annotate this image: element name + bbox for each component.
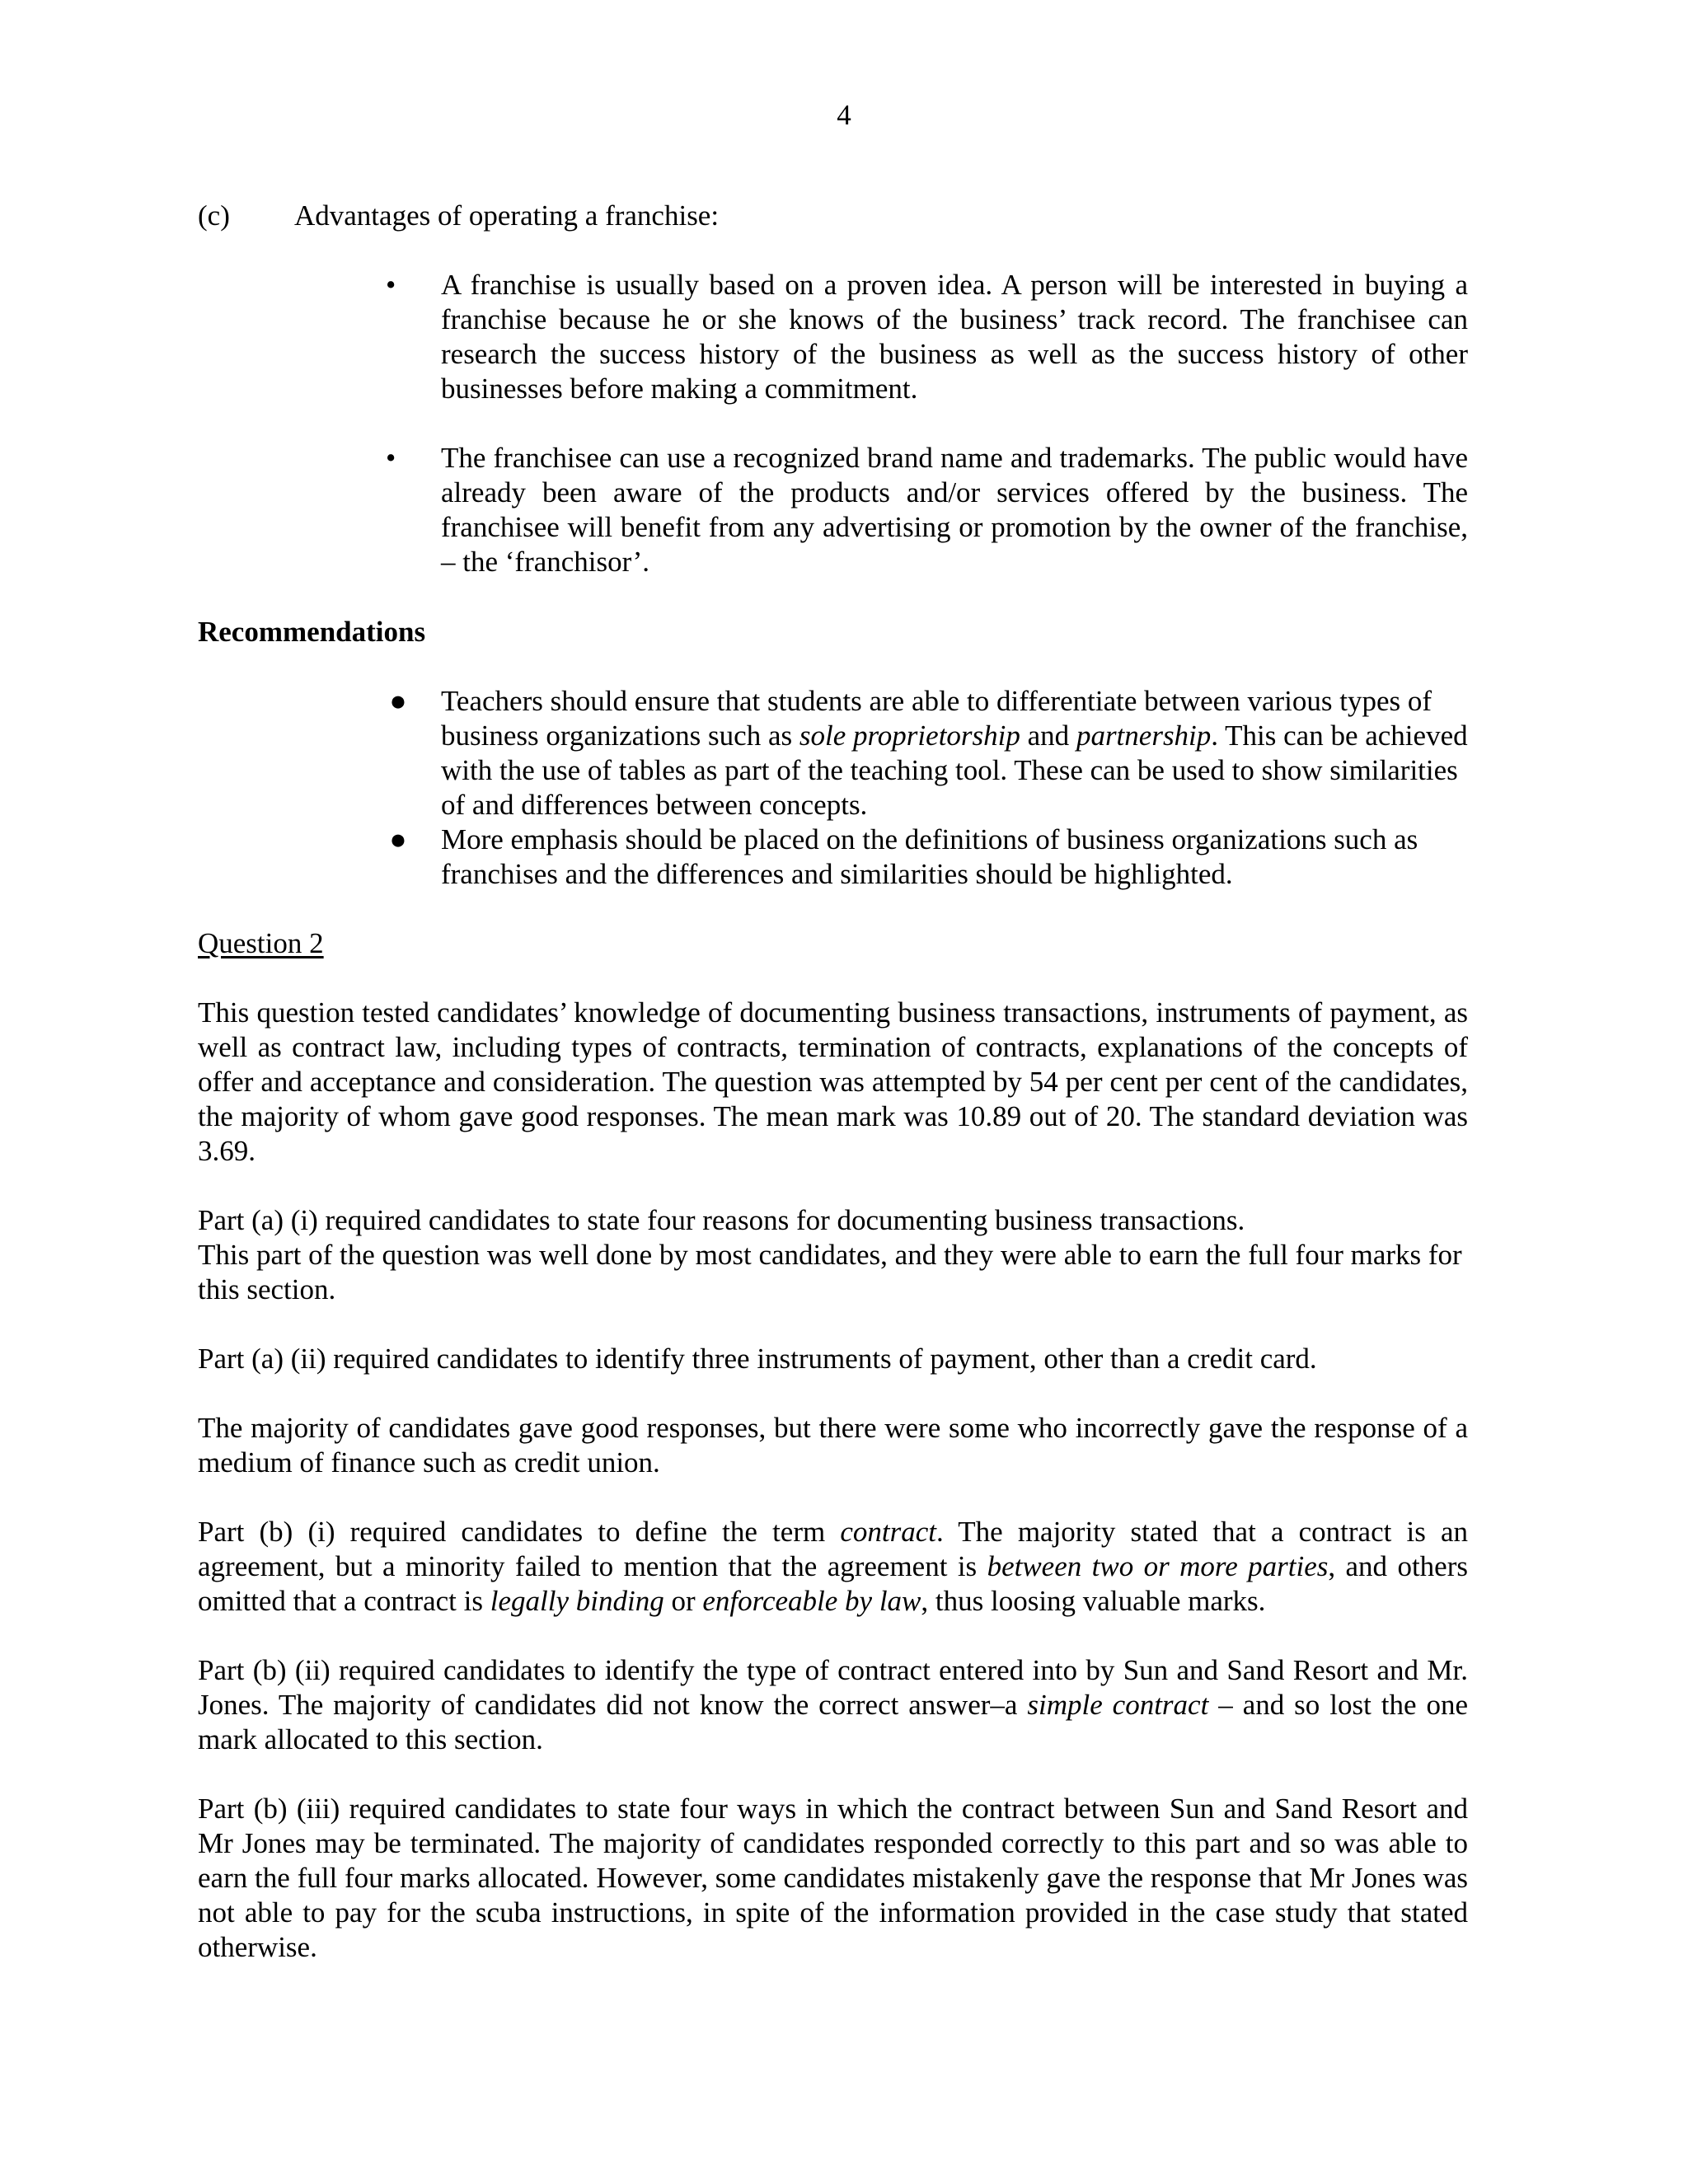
- emphasis-term: enforceable by law: [702, 1585, 921, 1617]
- list-item: [386, 684, 1468, 823]
- bullet-text: The franchisee can use a recognized brand name and trademarks. The public would have already been aware of the products and/or services offered by the business. The franchisee will benefit from any advertising or promotion by the owner of the franchise, – the ‘franchisor’.: [441, 442, 1468, 578]
- part-a-ii-comment: The majority of candidates gave good responses, but there were some who incorrectly gave the response of a medium of finance such as credit union.: [198, 1412, 1468, 1479]
- list-item: [386, 823, 1468, 892]
- bullet-icon: ●: [389, 823, 407, 855]
- section-title: Advantages of operating a franchise:: [294, 199, 720, 232]
- list-item: [386, 441, 1468, 579]
- emphasis-term: sole proprietorship: [799, 719, 1020, 752]
- bullet-icon: •: [386, 442, 396, 474]
- bullet-icon: •: [386, 269, 396, 301]
- emphasis-term: between two or more parties: [987, 1550, 1329, 1582]
- question-intro: This question tested candidates’ knowledge of documenting business transactions, instruments of payment, as well as contract law, including types of contracts, termination of contracts, explanations of the concepts of offer and acceptance and consideration. The question was attempted by 54 per cent per cent of the candidates, the majority of whom gave good responses. The mean mark was 10.89 out of 20. The standard deviation was 3.69.: [198, 996, 1468, 1167]
- recommendations-list: [386, 684, 1468, 892]
- part-a-i-line2: This part of the question was well done by most candidates, and they were able to earn the full four marks for this section.: [198, 1239, 1462, 1305]
- bullet-text: More emphasis should be placed on the definitions of business organizations such as franchises and the differences and similarities should be highlighted.: [441, 823, 1418, 890]
- bullet-text: A franchise is usually based on a proven idea. A person will be interested in buying a franchise because he or she knows of the business’ track record. The franchisee can research the success history of the business as well as the success history of other businesses before making a commitment.: [441, 269, 1468, 405]
- page-number: 4: [837, 99, 851, 131]
- advantages-list: [386, 268, 1468, 614]
- emphasis-term: partnership: [1076, 719, 1212, 752]
- emphasis-term: contract: [840, 1516, 937, 1548]
- part-b-i-paragraph: Part (b) (i) required candidates to define the term contract. The majority stated that a contract is an agreement, but a minority failed to mention that the agreement is between two or more parties, and others omitted that a contract is legally binding or enforceable by law, thus loosing valuable marks.: [198, 1516, 1468, 1617]
- list-item: [386, 268, 1468, 406]
- bullet-text: Teachers should ensure that students are able to differentiate between various types of business organizations such as sole proprietorship and partnership. This can be achieved with the use of tables as part of the teaching tool. These can be used to show similarities of and differences between concepts.: [441, 685, 1468, 821]
- part-a-ii-paragraph: Part (a) (ii) required candidates to identify three instruments of payment, other than a credit card.: [198, 1343, 1317, 1375]
- emphasis-term: simple contract: [1027, 1689, 1209, 1721]
- bullet-icon: ●: [389, 685, 407, 717]
- part-a-i-paragraph: [198, 1203, 1468, 1307]
- part-a-i-line1: Part (a) (i) required candidates to state four reasons for documenting business transactions.: [198, 1204, 1245, 1236]
- emphasis-term: legally binding: [490, 1585, 664, 1617]
- section-label: (c): [198, 199, 230, 232]
- recommendations-heading: Recommendations: [198, 616, 426, 648]
- question-heading: Question 2: [198, 927, 324, 959]
- part-b-ii-paragraph: Part (b) (ii) required candidates to identify the type of contract entered into by Sun and Sand Resort and Mr. Jones. The majority of candidates did not know the correct answer–a simple contract – and so lost the one mark allocated to this section.: [198, 1654, 1468, 1755]
- part-b-iii-paragraph: Part (b) (iii) required candidates to state four ways in which the contract between Sun and Sand Resort and Mr Jones may be terminated. The majority of candidates responded correctly to this part and so was able to earn the full four marks allocated. However, some candidates mistakenly gave the response that Mr Jones was not able to pay for the scuba instructions, in spite of the information provided in the case study that stated otherwise.: [198, 1793, 1468, 1963]
